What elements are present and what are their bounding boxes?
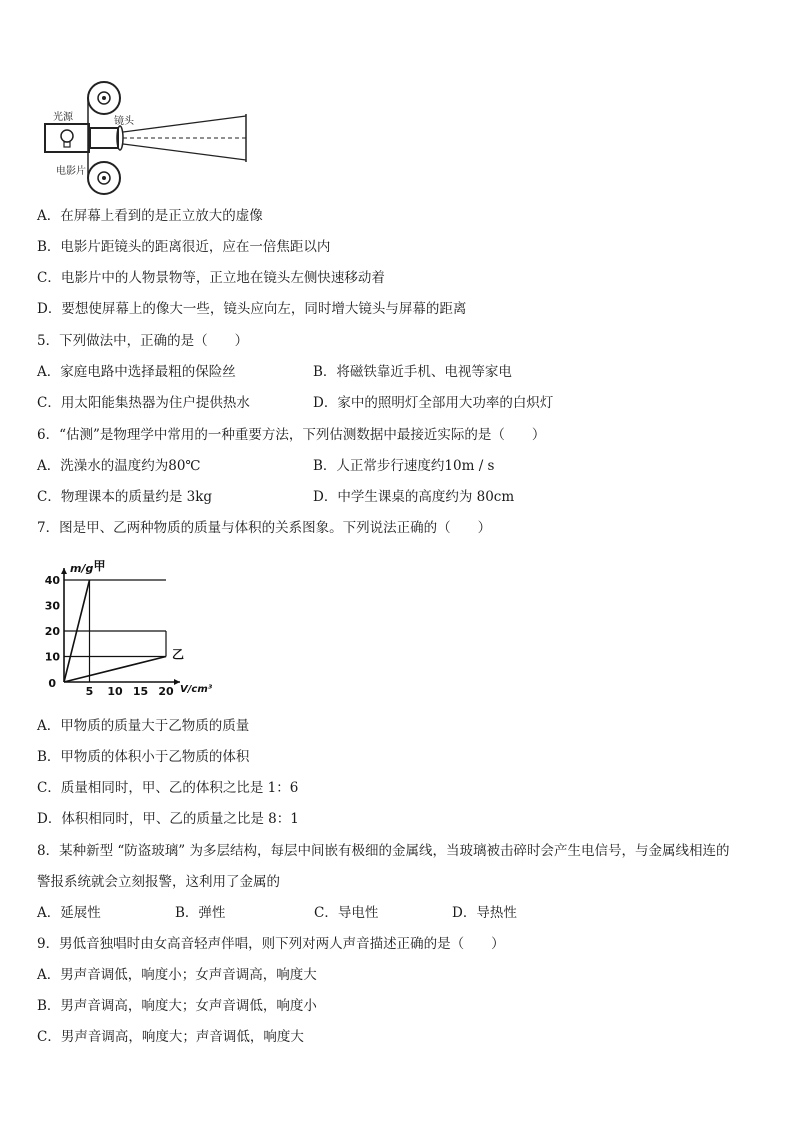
y-tick-label: 10: [44, 650, 60, 664]
mass-volume-chart: [40, 556, 220, 698]
q5-stem: 5．下列做法中，正确的是（ ）: [37, 333, 249, 349]
q9-option-c: C．男声音调高，响度大；声音调低，响度大: [37, 1029, 304, 1045]
x-tick-label: 10: [107, 685, 123, 698]
y-axis-label: m/g: [70, 562, 94, 575]
q5-option-b: B．将磁铁靠近手机、电视等家电: [313, 364, 512, 380]
q8-option-d: D．导热性: [452, 905, 517, 921]
light-source-box: [45, 124, 89, 152]
q8-stem-line2: 警报系统就会立刻报警，这利用了金属的: [37, 874, 280, 890]
q4-option-d: D．要想使屏幕上的像大一些，镜头应向左，同时增大镜头与屏幕的距离: [37, 301, 467, 317]
series-label-yi: 乙: [172, 647, 185, 662]
q9-option-b: B．男声音调高，响度大；女声音调低，响度小: [37, 998, 317, 1014]
q6-option-b: B．人正常步行速度约10m / s: [313, 458, 495, 474]
q4-option-a: A．在屏幕上看到的是正立放大的虚像: [37, 208, 263, 224]
q6-row-1: [37, 457, 495, 475]
q6-option-d: D．中学生课桌的高度约为 80cm: [313, 489, 515, 505]
y-tick-label: 20: [44, 625, 60, 638]
q7-option-d: D．体积相同时，甲、乙的质量之比是 8：1: [37, 811, 299, 827]
q8-option-a: A．延展性: [37, 905, 101, 921]
origin-label: 0: [48, 677, 56, 690]
q8-option-c: C．导电性: [314, 905, 379, 921]
q5-option-a: A．家庭电路中选择最粗的保险丝: [37, 364, 236, 380]
q4-option-c: C．电影片中的人物景物等，正立地在镜头左侧快速移动着: [37, 270, 385, 286]
q8-stem-line1: 8．某种新型 “防盗玻璃” 为多层结构，每层中间嵌有极细的金属线，当玻璃被击碎时会产生电信号，与金属线相连的: [37, 843, 730, 859]
projector-diagram: [40, 78, 260, 196]
q8-option-b: B．弹性: [175, 905, 226, 921]
q5-option-c: C．用太阳能集热器为住户提供热水: [37, 395, 250, 411]
y-tick-label: 30: [44, 599, 60, 613]
q7-option-a: A．甲物质的质量大于乙物质的质量: [37, 718, 250, 734]
q9-option-a: A．男声音调低，响度小；女声音调高，响度大: [37, 967, 317, 983]
x-axis-label: V/cm³: [180, 684, 213, 695]
y-tick-label: 40: [44, 574, 60, 587]
x-tick-label: 5: [85, 685, 94, 698]
series-line-1: [64, 657, 166, 683]
q7-option-b: B．甲物质的体积小于乙物质的体积: [37, 749, 250, 765]
q9-stem: 9．男低音独唱时由女高音轻声伴唱，则下列对两人声音描述正确的是（ ）: [37, 936, 505, 952]
q8-options-row: [37, 904, 517, 922]
q4-option-b: B．电影片距镜头的距离很近，应在一倍焦距以内: [37, 239, 331, 255]
label-film: 电影片: [56, 166, 86, 177]
q5-row-2: [37, 394, 554, 412]
label-light-source: 光源: [53, 112, 73, 123]
q5-option-d: D．家中的照明灯全部用大功率的白炽灯: [313, 395, 554, 411]
x-tick-label: 15: [132, 685, 149, 698]
bulb-icon: [61, 130, 73, 142]
lens-tube: [90, 128, 118, 148]
series-label-jia: 甲: [93, 559, 106, 573]
y-axis-arrow-icon: [61, 568, 67, 574]
x-tick-label: 20: [158, 685, 174, 698]
q6-row-2: [37, 488, 515, 506]
q5-row-1: [37, 363, 512, 381]
label-lens: 镜头: [114, 116, 134, 127]
q6-option-c: C．物理课本的质量约是 3kg: [37, 489, 213, 505]
q7-option-c: C．质量相同时，甲、乙的体积之比是 1：6: [37, 780, 299, 796]
q6-stem: 6．“估测”是物理学中常用的一种重要方法，下列估测数据中最接近实际的是（ ）: [37, 427, 546, 443]
q6-option-a: A．洗澡水的温度约为80℃: [37, 458, 201, 474]
q7-stem: 7．图是甲、乙两种物质的质量与体积的关系图象。下列说法正确的（ ）: [37, 520, 492, 536]
